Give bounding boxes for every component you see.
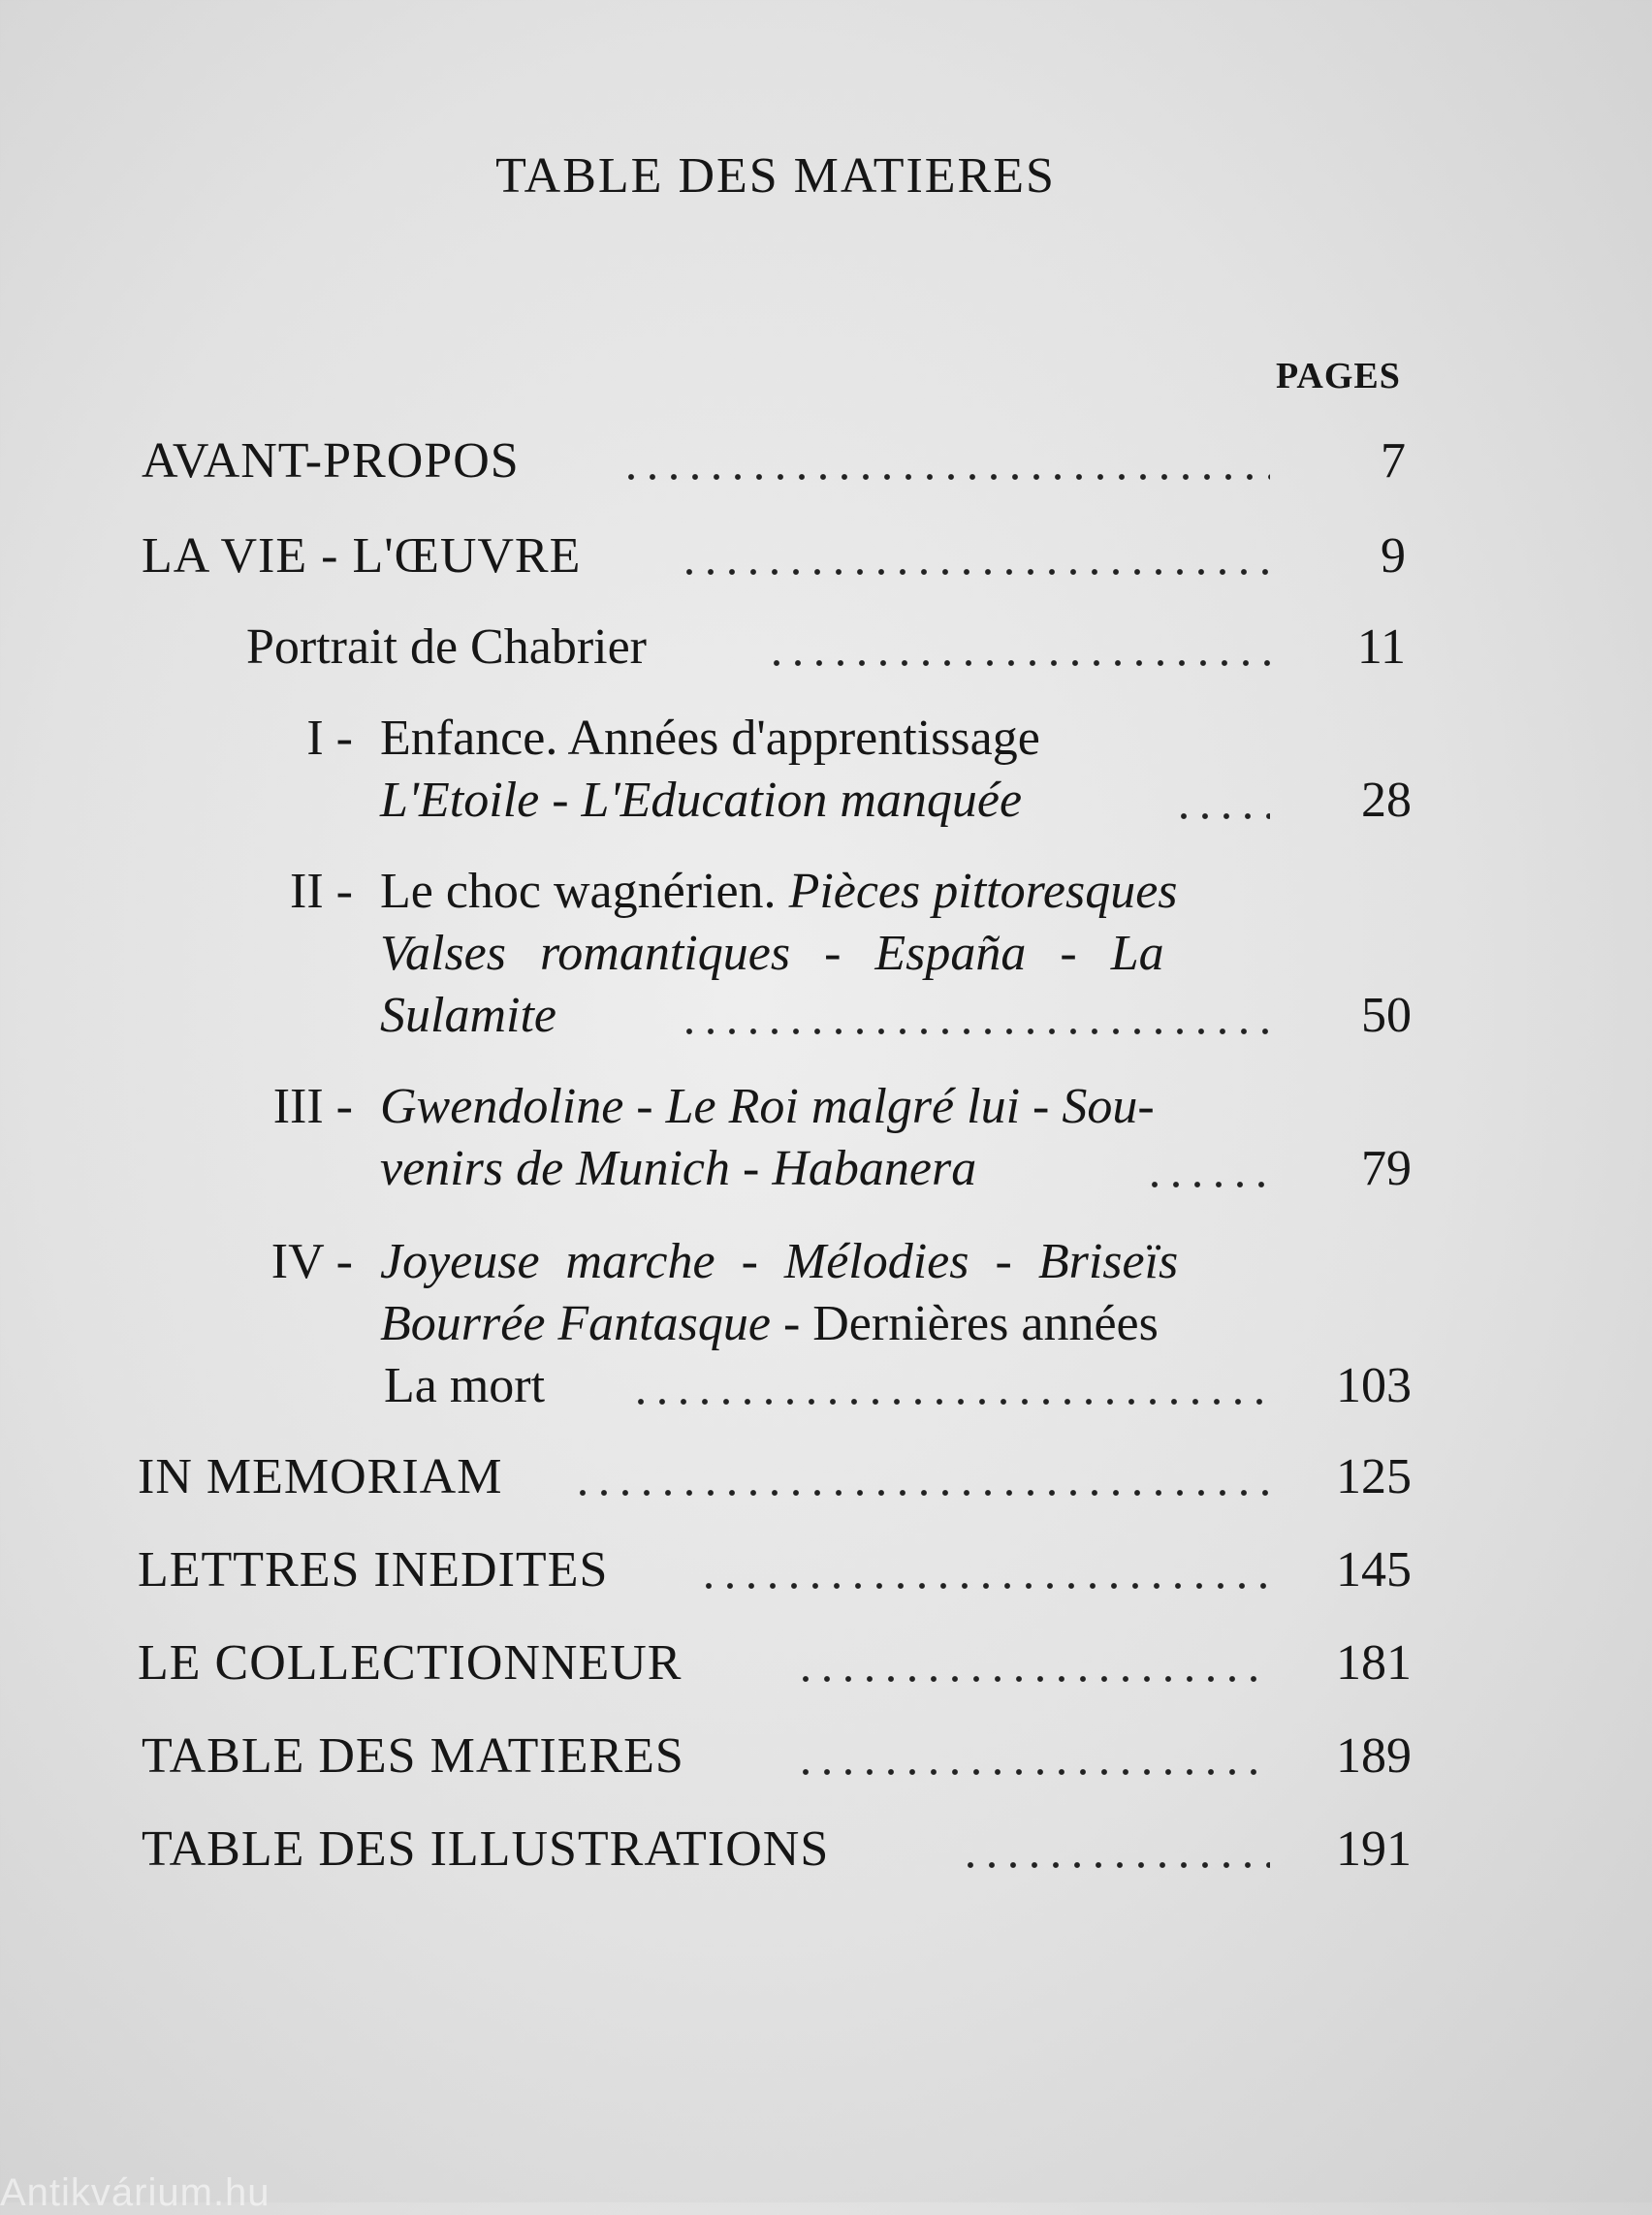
chapter-title-line-3: Sulamite [380, 988, 556, 1043]
chapter-title-line-2: Valses romantiques - España - La [380, 926, 1164, 981]
dot-leader [1144, 1177, 1270, 1192]
dot-leader [630, 1394, 1270, 1409]
chapter-title-part-roman: Le choc wagnérien. [380, 864, 777, 919]
dot-leader [572, 1485, 1270, 1501]
dot-leader [960, 1857, 1270, 1873]
entry-label: AVANT-PROPOS [142, 433, 520, 489]
dot-leader [795, 1764, 1270, 1780]
entry-label: Portrait de Chabrier [246, 619, 647, 675]
page-number: 7 [1381, 433, 1406, 489]
chapter-numeral: II - [290, 864, 353, 919]
pages-column-label: PAGES [1276, 356, 1401, 396]
chapter-title-line-1: Joyeuse marche - Mélodies - Briseïs [380, 1234, 1179, 1289]
page-title: TABLE DES MATIERES [495, 148, 1056, 204]
page-number: 181 [1336, 1635, 1412, 1691]
chapter-title-part-italic: Bourrée Fantasque [380, 1296, 771, 1351]
page-number: 28 [1361, 773, 1412, 828]
entry-label: LA VIE - L'ŒUVRE [142, 528, 582, 584]
dot-leader [766, 655, 1270, 671]
entry-label: TABLE DES MATIERES [142, 1728, 684, 1784]
chapter-title-line-2: venirs de Munich - Habanera [380, 1141, 977, 1196]
entry-label: LETTRES INEDITES [138, 1542, 609, 1598]
chapter-title-line-2: L'Etoile - L'Education manquée [380, 773, 1023, 828]
page-number: 191 [1336, 1821, 1412, 1877]
entry-label: TABLE DES ILLUSTRATIONS [142, 1821, 830, 1877]
chapter-title-line-2 [380, 1295, 1159, 1352]
page-number: 103 [1336, 1358, 1412, 1413]
dot-leader [1173, 808, 1270, 824]
page-number: 189 [1336, 1728, 1412, 1784]
entry-label: IN MEMORIAM [138, 1449, 503, 1504]
chapter-numeral: IV - [270, 1234, 353, 1289]
chapter-numeral: I - [306, 711, 353, 766]
chapter-numeral: III - [272, 1079, 353, 1134]
dot-leader [620, 469, 1270, 485]
page-number: 9 [1381, 528, 1406, 584]
watermark: Antikvárium.hu [0, 2171, 270, 2214]
entry-label: LE COLLECTIONNEUR [138, 1635, 683, 1691]
chapter-title-line-1: Gwendoline - Le Roi malgré lui - Sou- [380, 1079, 1155, 1134]
page-number: 11 [1356, 619, 1406, 675]
page-number: 79 [1361, 1141, 1412, 1196]
chapter-title-line-1 [380, 863, 1178, 920]
page-number: 50 [1361, 988, 1412, 1043]
page-number: 125 [1336, 1449, 1412, 1504]
chapter-title-line-1: Enfance. Années d'apprentissage [380, 711, 1040, 766]
dot-leader [795, 1671, 1270, 1687]
chapter-title-line-3: La mort [384, 1358, 546, 1413]
dot-leader [698, 1578, 1270, 1594]
dot-leader [679, 564, 1270, 580]
chapter-title-part-roman: - Dernières années [782, 1296, 1159, 1351]
dot-leader [679, 1024, 1270, 1039]
page-number: 145 [1336, 1542, 1412, 1598]
chapter-title-part-italic: Pièces pittoresques [788, 864, 1178, 919]
